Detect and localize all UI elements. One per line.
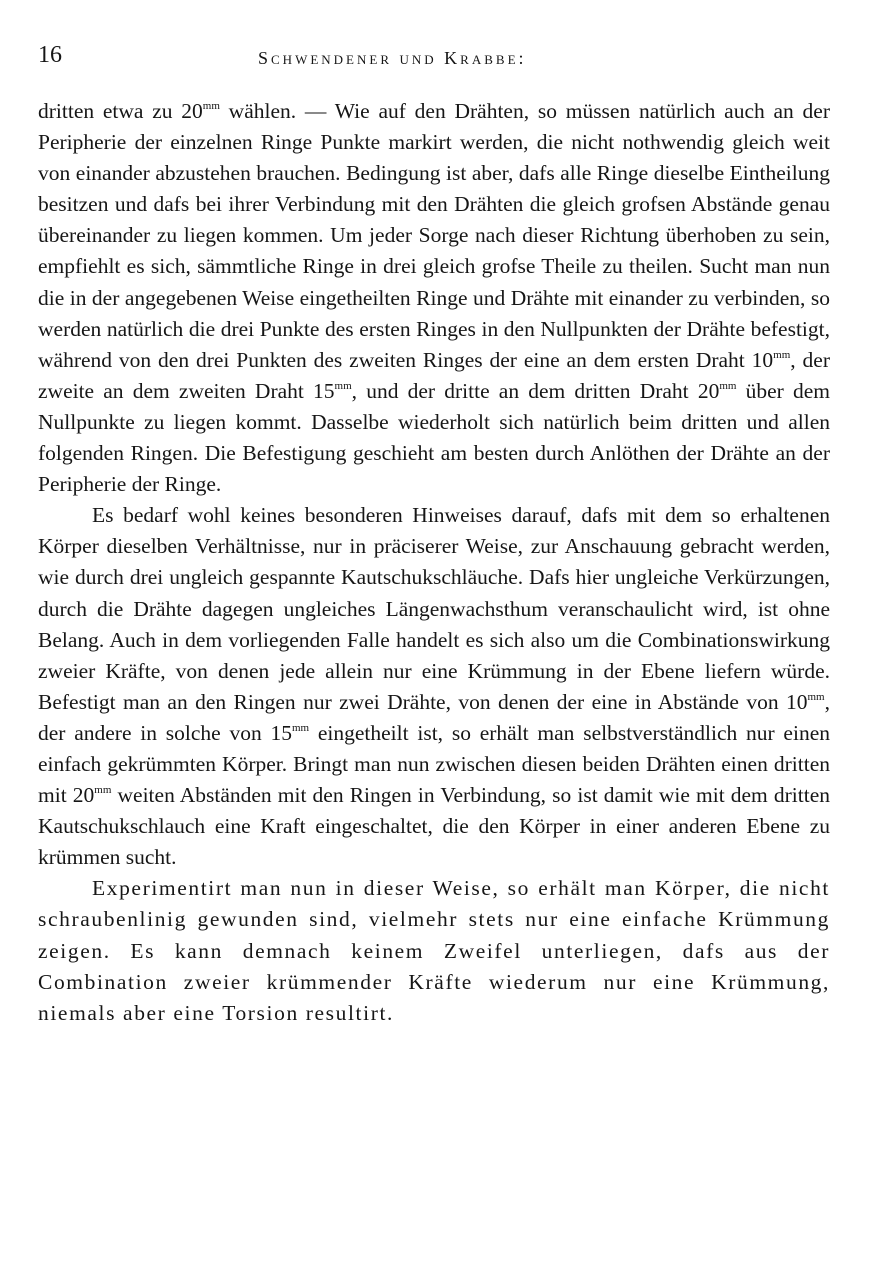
paragraph-3: Experimentirt man nun in dieser Weise, so erhält man Körper, die nicht schraubenlinig gewunden sind, vielmehr stets nur eine einfache Krümmung zeigen. Es kann demnach keinem Zweifel unterliegen, dafs aus der Combination zweier krümmender Kräfte wiederum nur eine Krümmung, niemals aber eine Torsion resultirt. [38, 876, 830, 1025]
unit-superscript: mm [291, 721, 310, 734]
body-text [38, 96, 830, 1029]
unit-superscript: mm [807, 690, 825, 703]
paragraph-1: dritten etwa zu $20^{mm}$ wählen. — Wie auf den Drähten, so müssen natürlich auch an der Peripherie der einzelnen Ringe Punkte markirt werden, die nicht nothwendig gleich weit von einander abzustehen brauchen. Bedingung ist aber, dafs alle Ringe dieselbe Eintheilung besitzen und dafs bei ihrer Verbindung mit den Drähten die gleich grofsen Abstände genau übereinander zu liegen kommen. Um jeder Sorge nach dieser Richtung überhoben zu sein, empfiehlt es sich, sämmtliche Ringe in drei gleich grofse Theile zu theilen. Sucht man nun die in der angegebenen Weise eingetheilten Ringe und Drähte mit einander zu verbinden, so werden natürlich die drei Punkte des ersten Ringes in den Nullpunkten der Drähte befestigt, während von den drei Punkten des zweiten Ringes der eine an dem ersten Draht $10^{mm}$, der zweite an dem zweiten Draht $15^{mm}$, und der dritte an dem dritten Draht $20^{mm}$ über dem Nullpunkte zu liegen kommt. Dasselbe wiederholt sich natürlich beim dritten und allen folgenden Ringen. Die Befestigung geschieht am besten durch Anlöthen der Drähte an der Peripherie der Ringe. [38, 99, 831, 497]
unit-superscript: mm [719, 379, 737, 392]
unit-superscript: mm [334, 379, 352, 392]
unit-superscript: mm [773, 348, 791, 361]
running-title: Schwendener und Krabbe: [258, 48, 527, 68]
page-number: 16 [38, 42, 62, 68]
paragraph-2: Es bedarf wohl keines besonderen Hinweises darauf, dafs mit dem so erhaltenen Körper dieselben Verhältnisse, nur in präciserer Weise, zur Anschauung gebracht werden, wie durch drei ungleich gespannte Kautschukschläuche. Dafs hier ungleiche Verkürzungen, durch die Drähte dagegen ungleiches Längenwachsthum veranschaulicht wird, ist ohne Belang. Auch in dem vorliegenden Falle handelt es sich also um die Combinationswirkung zweier Kräfte, von denen jede allein nur eine Krümmung in der Ebene liefern würde. Befestigt man an den Ringen nur zwei Drähte, von denen der eine in Abstände von $10^{mm}$, der andere in solche von $15^{mm}$ eingetheilt ist, so erhält man selbstverständlich nur einen einfach gekrümmten Körper. Bringt man nun zwischen diesen beiden Drähten einen dritten mit $20^{mm}$ weiten Abständen mit den Ringen in Verbindung, so ist damit wie mit dem dritten Kautschukschlauch eine Kraft eingeschaltet, die den Körper in einer anderen Ebene zu krümmen sucht. [38, 503, 831, 870]
unit-superscript: mm [94, 784, 112, 797]
unit-superscript: mm [202, 100, 220, 112]
